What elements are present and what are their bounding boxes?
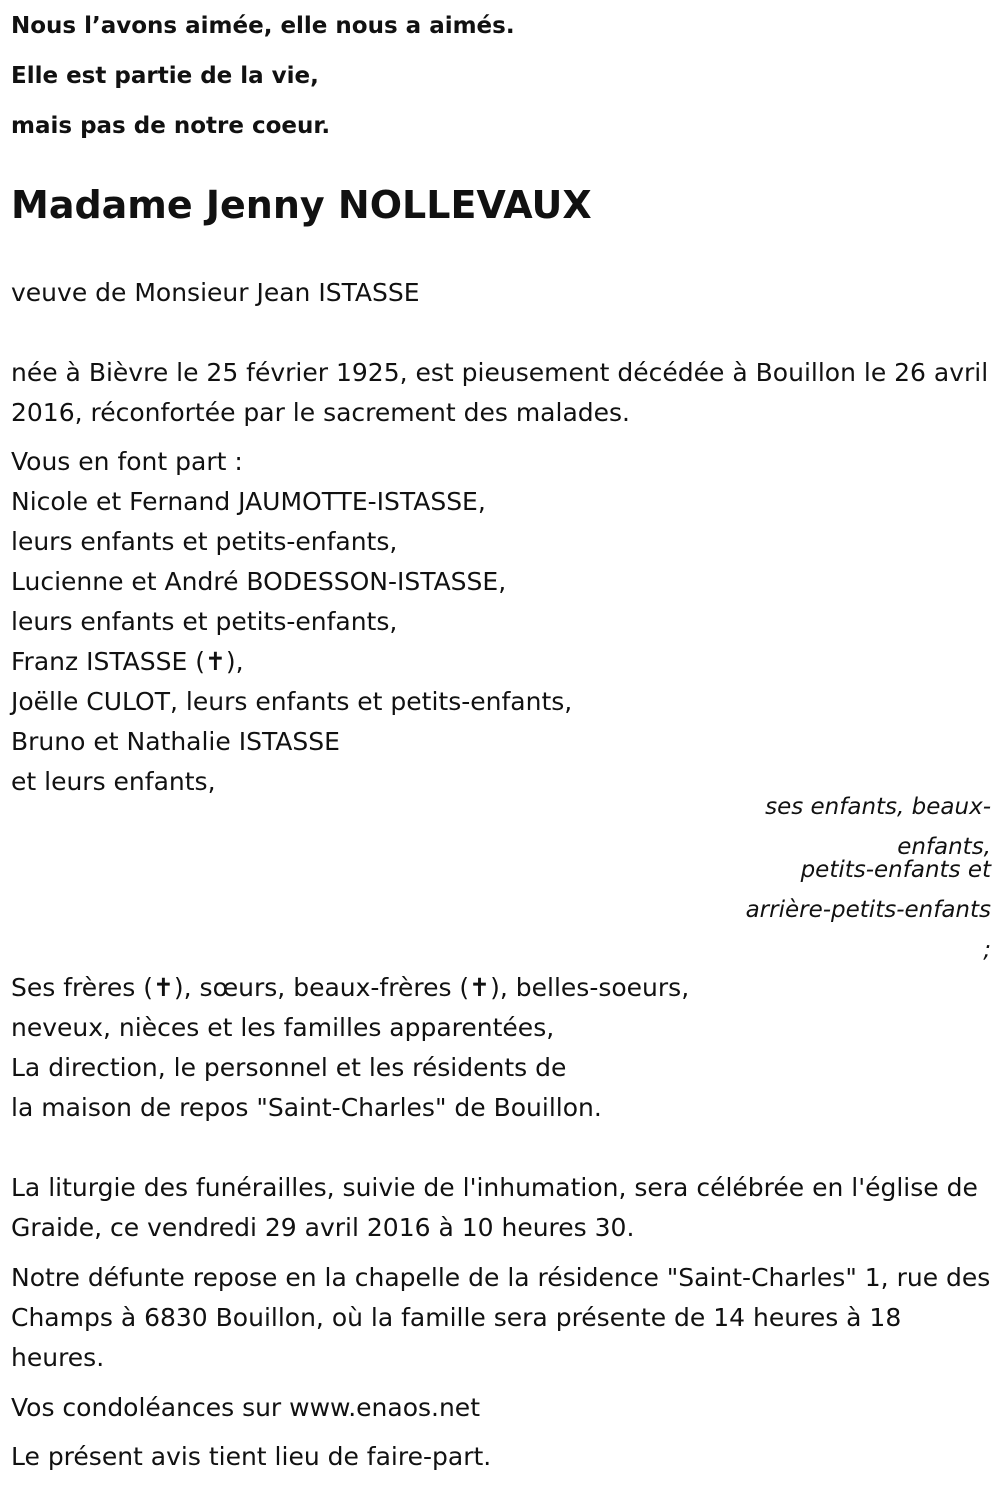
children-line: Joëlle CULOT, leurs enfants et petits-enfants, xyxy=(11,687,573,716)
condolences-link: Vos condoléances sur www.enaos.net xyxy=(11,1393,480,1422)
epigraph-line: Elle est partie de la vie, xyxy=(11,63,319,89)
repose-info: Notre défunte repose en la chapelle de la résidence "Saint-Charles" 1, rue des Champs à 6830 Bouillon, où la famille sera présente de 14 heures à 18 heures. xyxy=(11,1263,991,1372)
family-line: neveux, nièces et les familles apparentées, xyxy=(11,1013,555,1042)
signature-line: ses enfants, beaux-enfants, xyxy=(765,794,991,860)
announcement-list xyxy=(11,442,991,802)
deceased-name: Madame Jenny NOLLEVAUX xyxy=(11,183,592,227)
extended-family-list xyxy=(11,968,991,1128)
epigraph xyxy=(11,0,991,151)
obituary-notice xyxy=(11,0,991,1471)
children-line: Lucienne et André BODESSON-ISTASSE, xyxy=(11,567,507,596)
children-line: leurs enfants et petits-enfants, xyxy=(11,607,398,636)
children-line: Franz ISTASSE (✝), xyxy=(11,647,244,676)
children-line: et leurs enfants, xyxy=(11,767,216,796)
liturgy-info: La liturgie des funérailles, suivie de l'inhumation, sera célébrée en l'église de Graide, ce vendredi 29 avril 2016 à 10 heures 30. xyxy=(11,1173,978,1242)
children-line: Nicole et Fernand JAUMOTTE-ISTASSE, xyxy=(11,487,486,516)
signature-line: petits-enfants et arrière-petits-enfants ; xyxy=(745,857,991,963)
epigraph-line: mais pas de notre coeur. xyxy=(11,113,331,139)
family-signature xyxy=(731,787,991,970)
children-line: Bruno et Nathalie ISTASSE xyxy=(11,727,340,756)
birth-death-text: née à Bièvre le 25 février 1925, est pieusement décédée à Bouillon le 26 avril 2016, réconfortée par le sacrement des malades. xyxy=(11,358,989,427)
family-line: La direction, le personnel et les résidents de xyxy=(11,1053,567,1082)
widow-of: veuve de Monsieur Jean ISTASSE xyxy=(11,278,420,307)
family-line: Ses frères (✝), sœurs, beaux-frères (✝), belles-soeurs, xyxy=(11,973,690,1002)
epigraph-line: Nous l’avons aimée, elle nous a aimés. xyxy=(11,13,515,39)
announce-intro: Vous en font part : xyxy=(11,447,243,476)
notice-statement: Le présent avis tient lieu de faire-part. xyxy=(11,1442,492,1471)
children-line: leurs enfants et petits-enfants, xyxy=(11,527,398,556)
family-line: la maison de repos "Saint-Charles" de Bouillon. xyxy=(11,1093,602,1122)
